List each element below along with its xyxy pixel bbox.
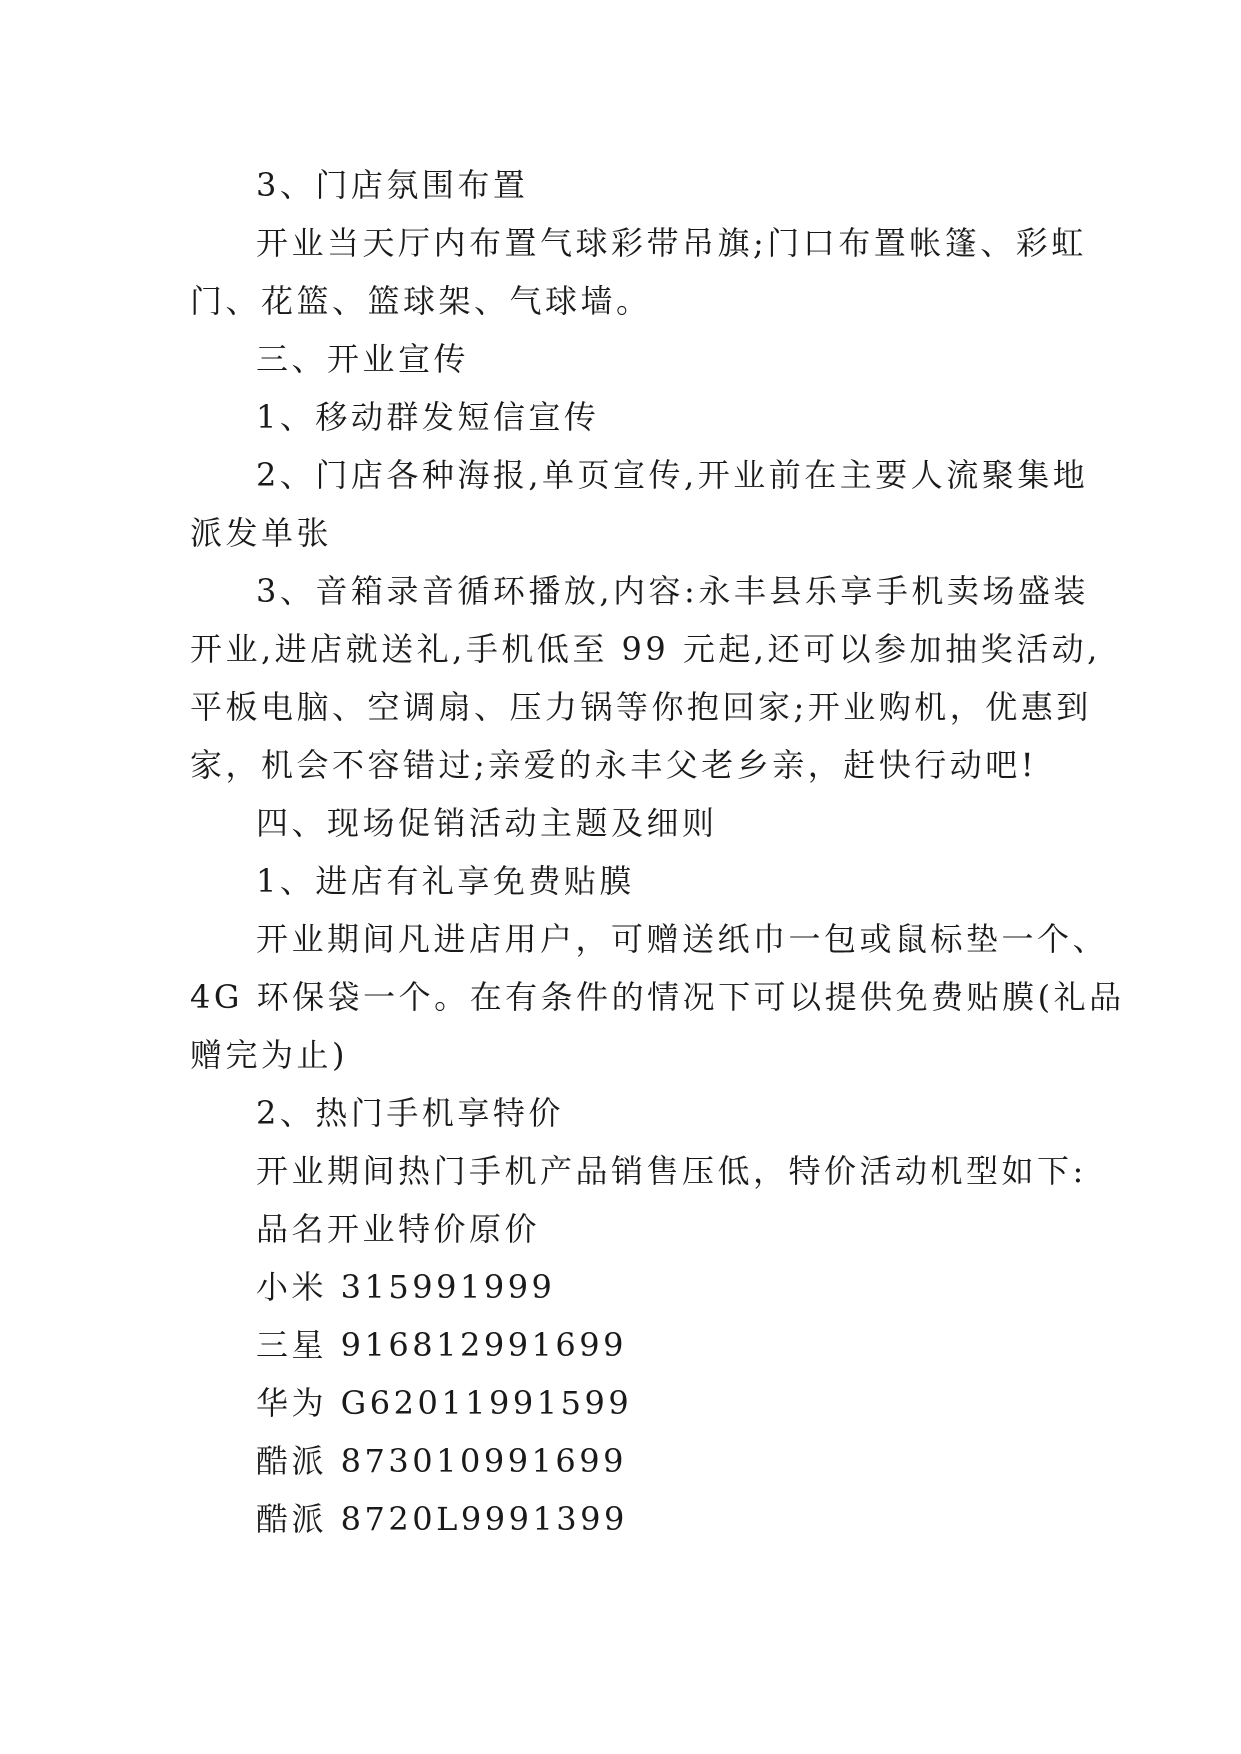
list-item: 3、音箱录音循环播放,内容:永丰县乐享手机卖场盛装 [256, 572, 1089, 610]
paragraph-line: 家，机会不容错过;亲爱的永丰父老乡亲，赶快行动吧! [190, 746, 1038, 784]
section-heading-onsite-promotion: 四、现场促销活动主题及细则 [256, 804, 718, 842]
paragraph-line: 赠完为止) [190, 1036, 348, 1074]
price-row: 酷派 8720L9991399 [256, 1500, 628, 1538]
paragraph-line: 开业当天厅内布置气球彩带吊旗;门口布置帐篷、彩虹 [256, 224, 1087, 262]
paragraph-line: 开业期间凡进店用户，可赠送纸巾一包或鼠标垫一个、 [256, 920, 1109, 958]
paragraph-line: 开业期间热门手机产品销售压低，特价活动机型如下: [256, 1152, 1087, 1190]
paragraph-line: 开业,进店就送礼,手机低至 99 元起,还可以参加抽奖活动, [190, 630, 1101, 668]
paragraph-line: 门、花篮、篮球架、气球墙。 [190, 282, 652, 320]
paragraph-line: 派发单张 [190, 514, 333, 552]
price-row: 三星 916812991699 [256, 1326, 627, 1364]
list-item: 2、热门手机享特价 [256, 1094, 564, 1132]
price-row: 华为 G62011991599 [256, 1384, 633, 1422]
paragraph-line: 平板电脑、空调扇、压力锅等你抱回家;开业购机，优惠到 [190, 688, 1092, 726]
list-item: 1、移动群发短信宣传 [256, 398, 600, 436]
price-table-header: 品名开业特价原价 [256, 1210, 541, 1248]
section-heading-promotion: 三、开业宣传 [256, 340, 470, 378]
list-item: 2、门店各种海报,单页宣传,开业前在主要人流聚集地 [256, 456, 1089, 494]
paragraph-line: 4G 环保袋一个。在有条件的情况下可以提供免费贴膜(礼品 [190, 978, 1125, 1016]
price-row: 小米 315991999 [256, 1268, 556, 1306]
list-item: 1、进店有礼享免费贴膜 [256, 862, 635, 900]
price-row: 酷派 873010991699 [256, 1442, 627, 1480]
heading-store-atmosphere: 3、门店氛围布置 [256, 166, 529, 204]
